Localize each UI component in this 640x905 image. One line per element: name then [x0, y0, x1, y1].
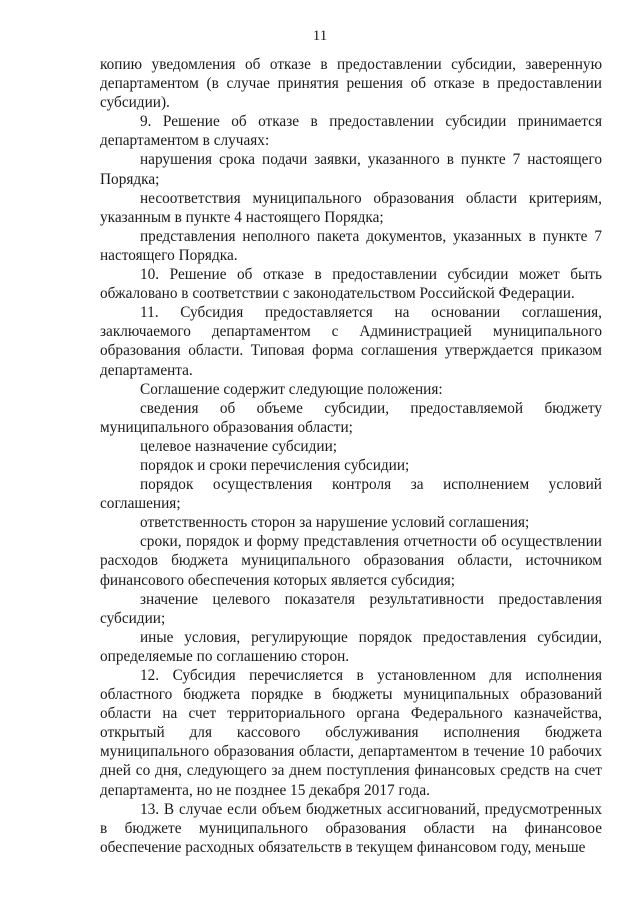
paragraph: 10. Решение об отказе в предоставлении субсидии может быть обжаловано в соответствии с законодательством Российской Федерации.	[100, 266, 602, 303]
paragraph: сведения об объеме субсидии, предоставляемой бюджету муниципального образования области;	[100, 399, 602, 436]
paragraph: целевое назначение субсидии;	[140, 437, 338, 455]
paragraph: Соглашение содержит следующие положения:	[140, 380, 443, 398]
document-body	[100, 55, 602, 857]
paragraph: иные условия, регулирующие порядок предоставления субсидии, определяемые по соглашению сторон.	[100, 628, 602, 665]
paragraph: представления неполного пакета документов, указанных в пункте 7 настоящего Порядка.	[100, 227, 602, 264]
paragraph: ответственность сторон за нарушение условий соглашения;	[140, 514, 530, 532]
paragraph: значение целевого показателя результативности предоставления субсидии;	[100, 590, 602, 627]
paragraph: копию уведомления об отказе в предоставлении субсидии, заверенную департаментом (в случае принятия решения об отказе в предоставлении субсидии).	[100, 56, 602, 112]
paragraph: 12. Субсидия перечисляется в установленном для исполнения областного бюджета порядке в бюджеты муниципальных образований области на счет территориального органа Федерального казначейства, открытый для кассового обслуживания исполнения бюджета муниципального образования области, департаментом в течение 10 рабочих дней со дня, следующего за днем поступления финансовых средств на счет департамента, но не позднее 15 декабря 2017 года.	[100, 667, 602, 799]
paragraph: порядок и сроки перечисления субсидии;	[140, 456, 410, 474]
paragraph: 11. Субсидия предоставляется на основании соглашения, заключаемого департаментом с Администрацией муниципального образования области. Типовая форма соглашения утверждается приказом департамента.	[100, 304, 602, 379]
page-number: 11	[312, 28, 328, 44]
paragraph: нарушения срока подачи заявки, указанного в пункте 7 настоящего Порядка;	[100, 151, 602, 188]
paragraph: 13. В случае если объем бюджетных ассигнований, предусмотренных в бюджете муниципального образования области на финансовое обеспечение расходных обязательств в текущем финансовом году, меньше	[100, 800, 602, 856]
paragraph: несоответствия муниципального образования области критериям, указанным в пункте 4 настоящего Порядка;	[100, 189, 602, 226]
paragraph: 9. Решение об отказе в предоставлении субсидии принимается департаментом в случаях:	[100, 113, 602, 150]
paragraph: сроки, порядок и форму представления отчетности об осуществлении расходов бюджета муниципального образования области, источником финансового обеспечения которых является субсидия;	[100, 533, 602, 589]
paragraph: порядок осуществления контроля за исполнением условий соглашения;	[100, 476, 602, 513]
